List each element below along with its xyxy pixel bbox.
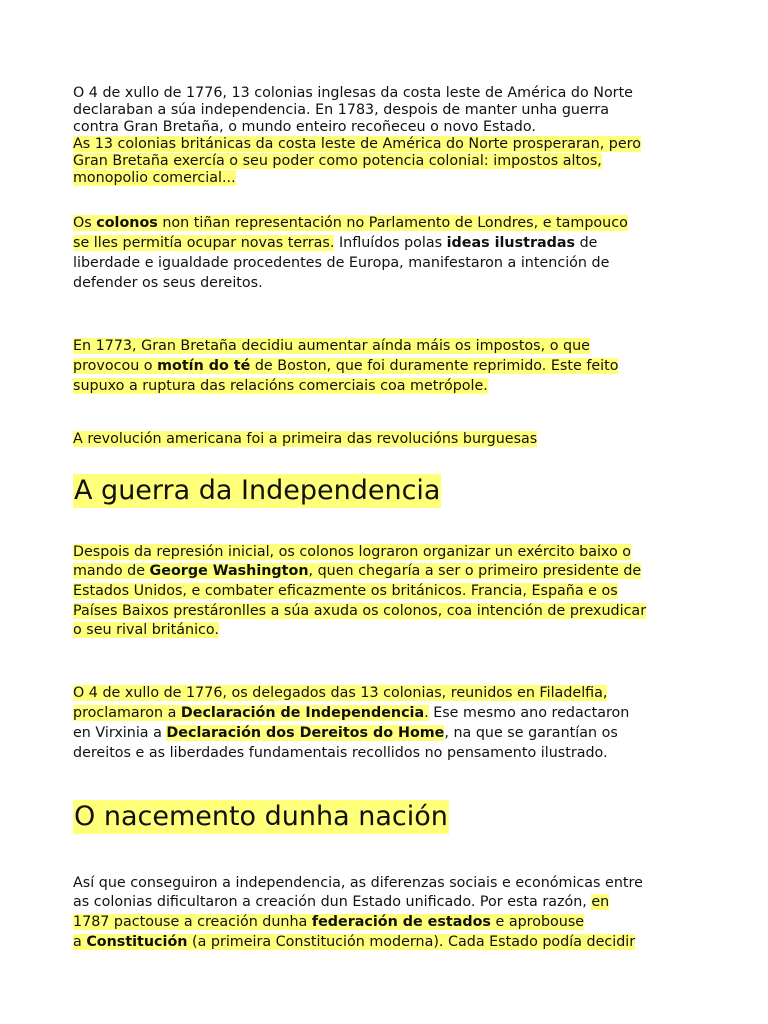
highlighted-text: se lles permitía ocupar novas terras. — [73, 235, 335, 251]
paragraph-4-line-1 — [73, 430, 537, 448]
section-heading-nacemento: O nacemento dunha nación — [74, 801, 448, 832]
highlighted-text: O 4 de xullo de 1776, os delegados das 13 colonias, reunidos en Filadelfia, — [73, 685, 608, 701]
highlighted-text: A revolución americana foi a primeira das revolucións burguesas — [73, 431, 538, 447]
text-span: Influídos polas — [334, 235, 447, 251]
text-span: e aprobouse — [490, 914, 585, 930]
bold-term-motin-do-te: motín do té — [157, 358, 251, 374]
highlighted-text: Gran Bretaña exercía o seu poder como potencia colonial: impostos altos, — [73, 153, 602, 169]
text-span: Ese mesmo ano redactaron — [428, 705, 630, 721]
paragraph-1-line-4 — [73, 135, 641, 153]
paragraph-5-line-2 — [73, 562, 641, 580]
paragraph-2-line-1 — [73, 214, 628, 232]
paragraph-2-line-2 — [73, 234, 597, 252]
paragraph-6-line-4 — [73, 744, 608, 762]
text-span: 1787 pactouse a creación dunha — [73, 914, 312, 930]
text-span: liberdade e igualdade procedentes de Europa, manifestaron a intención de — [73, 255, 610, 271]
paragraph-3-line-2 — [73, 357, 618, 375]
highlighted-text — [73, 215, 628, 231]
section-heading-independencia: A guerra da Independencia — [74, 475, 441, 506]
bold-term-declaracion-dereitos: Declaración dos Dereitos do Home — [166, 725, 445, 741]
paragraph-1-line-1 — [73, 84, 633, 102]
highlighted-text: monopolio comercial... — [73, 170, 236, 186]
paragraph-6-line-3 — [73, 724, 618, 742]
paragraph-5-line-1 — [73, 543, 631, 561]
paragraph-7-line-3 — [73, 913, 584, 931]
bold-term-constitucion: Constitución — [86, 934, 188, 950]
bold-term-george-washington: George Washington — [149, 563, 309, 579]
text-span: as colonias dificultaron a creación dun Estado unificado. Por esta razón, — [73, 894, 592, 910]
highlighted-text — [73, 358, 618, 374]
paragraph-6-line-1 — [73, 684, 607, 702]
bold-term-declaracion-independencia: Declaración de Independencia — [180, 705, 425, 721]
text-span: , quen chegaría a ser o primeiro presidente de — [308, 563, 642, 579]
highlighted-text — [73, 934, 635, 950]
highlighted-text: supuxo a ruptura das relacións comerciais coa metrópole. — [73, 378, 488, 394]
highlighted-text: As 13 colonias británicas da costa leste de América do Norte prosperaran, pero — [73, 136, 641, 152]
text-span: declaraban a súa independencia. En 1783, despois de manter unha guerra — [73, 102, 610, 118]
highlighted-text: Despois da represión inicial, os colonos lograron organizar un exército baixo o — [73, 544, 631, 560]
paragraph-1-line-6 — [73, 169, 236, 187]
paragraph-1-line-5 — [73, 152, 602, 170]
highlighted-text: Países Baixos prestáronlles a súa axuda os colonos, coa intención de prexudicar — [73, 603, 647, 619]
text-span: proclamaron a — [73, 705, 181, 721]
paragraph-3-line-3 — [73, 377, 488, 395]
highlighted-text: en — [591, 894, 610, 910]
highlighted-text: En 1773, Gran Bretaña decidiu aumentar aínda máis os impostos, o que — [73, 338, 590, 354]
text-span: dereitos e as liberdades fundamentais recollidos no pensamento ilustrado. — [73, 745, 608, 761]
text-span: mando de — [73, 563, 150, 579]
text-span: O 4 de xullo de 1776, 13 colonias inglesas da costa leste de América do Norte — [73, 85, 633, 101]
text-span: de — [575, 235, 598, 251]
paragraph-1-line-3 — [73, 118, 536, 136]
highlighted-text — [73, 563, 641, 579]
highlighted-text — [73, 914, 584, 930]
highlighted-text — [73, 705, 429, 721]
text-span: en Virxinia a — [73, 725, 167, 741]
text-span: defender os seus dereitos. — [73, 275, 263, 291]
bold-term-colonos: colonos — [96, 215, 158, 231]
highlighted-text: o seu rival británico. — [73, 622, 219, 638]
highlighted-text: Estados Unidos, e combater eficazmente os británicos. Francia, España e os — [73, 583, 618, 599]
text-span: , na que se garantían os — [444, 725, 618, 741]
paragraph-5-line-3 — [73, 582, 618, 600]
text-span: . — [424, 705, 429, 721]
text-span: de Boston, que foi duramente reprimido. Este feito — [250, 358, 619, 374]
paragraph-5-line-5 — [73, 621, 219, 639]
bold-term-ideas-ilustradas: ideas ilustradas — [446, 235, 576, 251]
paragraph-2-line-3 — [73, 254, 609, 272]
paragraph-7-line-2 — [73, 893, 609, 911]
text-span: non tiñan representación no Parlamento de Londres, e tampouco — [157, 215, 628, 231]
paragraph-7-line-4 — [73, 933, 635, 951]
paragraph-3-line-1 — [73, 337, 590, 355]
text-span: a — [73, 934, 87, 950]
paragraph-2-line-4 — [73, 274, 263, 292]
paragraph-7-line-1 — [73, 874, 643, 892]
text-span: contra Gran Bretaña, o mundo enteiro recoñeceu o novo Estado. — [73, 119, 536, 135]
text-span: Así que conseguiron a independencia, as diferenzas sociais e económicas entre — [73, 875, 643, 891]
text-span: Os — [73, 215, 97, 231]
bold-term-federacion-estados: federación de estados — [311, 914, 491, 930]
paragraph-6-line-2 — [73, 704, 629, 722]
text-span: (a primeira Constitución moderna). Cada Estado podía decidir — [187, 934, 636, 950]
paragraph-1-line-2 — [73, 101, 609, 119]
text-span: provocou o — [73, 358, 158, 374]
paragraph-5-line-4 — [73, 602, 646, 620]
